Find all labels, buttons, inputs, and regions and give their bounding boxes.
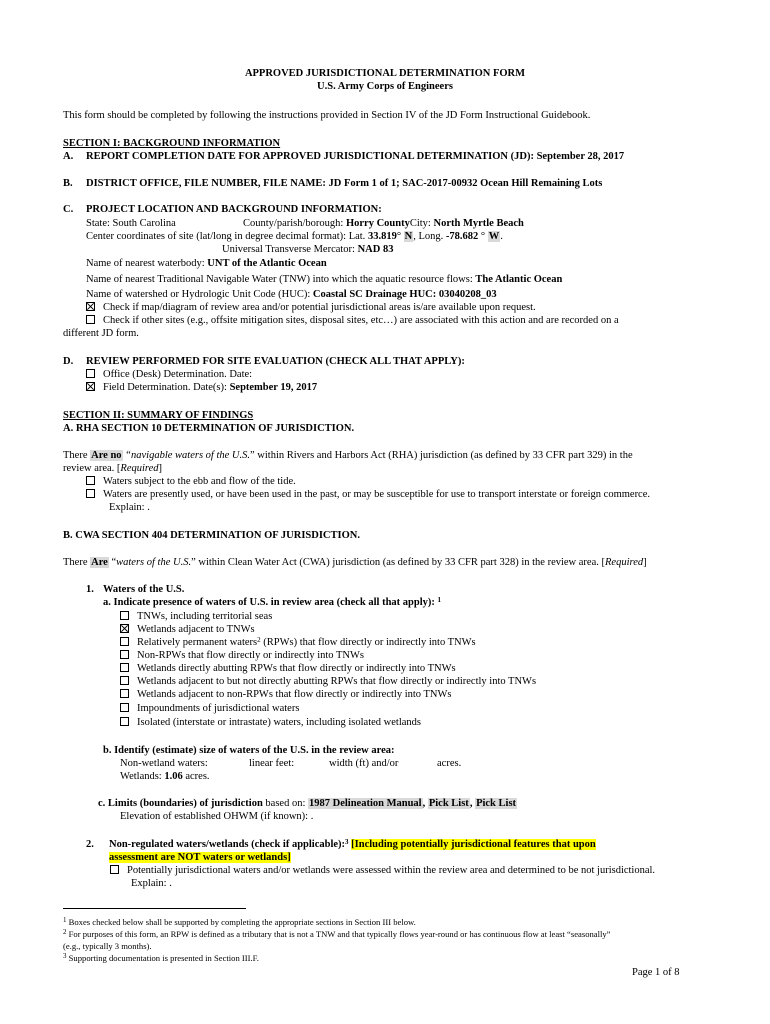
type-checkbox-wetlands-adjacent-tnw[interactable]: [120, 624, 129, 633]
state-label: State: South Carolina: [86, 218, 176, 229]
project-location-heading: PROJECT LOCATION AND BACKGROUND INFORMATION:: [86, 204, 382, 215]
type-checkbox-rpw[interactable]: [120, 637, 129, 646]
county-city-line: [243, 217, 524, 230]
rha-heading: A. RHA SECTION 10 DETERMINATION OF JURISDICTION.: [63, 423, 355, 434]
field-date-value[interactable]: September 19, 2017: [229, 382, 318, 393]
nonreg-row: [110, 864, 655, 877]
form-subtitle: U.S. Army Corps of Engineers: [317, 81, 453, 92]
check-map-row: [86, 301, 536, 314]
other-sites-checkbox[interactable]: [86, 315, 95, 324]
rha-rest: ” within Rivers and Harbors Act (RHA) jurisdiction (as defined by 33 CFR part 329) in the: [250, 450, 633, 461]
type-label: Wetlands directly abutting RPWs that flow directly or indirectly into TNWs: [137, 663, 456, 674]
cwa-quote-open: “: [108, 557, 117, 568]
type-row-6: [120, 688, 451, 701]
section1-heading: SECTION I: BACKGROUND INFORMATION: [63, 138, 281, 149]
wetlands-value[interactable]: 1.06: [164, 771, 183, 782]
footnote-3: [63, 952, 259, 965]
type-row-8: [120, 716, 421, 729]
rha-line2a: review area. [: [63, 463, 121, 474]
section1-c-letter: C.: [63, 204, 74, 215]
type-row-7: [120, 702, 299, 715]
map-checkbox[interactable]: [86, 302, 95, 311]
lat-value[interactable]: 33.819: [367, 231, 397, 242]
cwa-are-select[interactable]: Are: [91, 557, 108, 568]
type-label: Non-RPWs that flow directly or indirectly into TNWs: [137, 650, 364, 661]
huc-label: Name of watershed or Hydrologic Unit Code (HUC):: [86, 289, 311, 300]
wetlands-size-line: [120, 770, 210, 783]
a-sup: 1: [437, 596, 441, 604]
type-label: Wetlands adjacent to but not directly abutting RPWs that flow directly or indirectly into TNWs: [137, 676, 537, 687]
type-row-2: [120, 636, 476, 649]
report-date-line: REPORT COMPLETION DATE FOR APPROVED JURISDICTIONAL DETERMINATION (JD): September 28, 2017: [86, 151, 625, 162]
type-label: Relatively permanent waters: [137, 637, 258, 648]
type-checkbox-wetlands-adjacent-rpw[interactable]: [120, 676, 129, 685]
check-other-label: Check if other sites (e.g., offsite mitigation sites, disposal sites, etc…) are associated with this action and are recorded on a: [103, 315, 619, 326]
rha-tide-row: [86, 475, 296, 488]
nonreg-highlight-2: assessment are NOT waters or wetlands]: [109, 852, 291, 863]
huc-value[interactable]: Coastal SC Drainage HUC: 03040208_03: [312, 289, 497, 300]
review-performed-heading: REVIEW PERFORMED FOR SITE EVALUATION (CHECK ALL THAT APPLY):: [86, 356, 465, 367]
intro-text: This form should be completed by following the instructions provided in Section IV of the JD Form Instructional Guidebook.: [63, 110, 591, 121]
section1-a-letter: A.: [63, 151, 74, 162]
type-label: TNWs, including territorial seas: [137, 611, 273, 622]
county-value[interactable]: Horry County: [345, 218, 410, 229]
office-determination-row: [86, 368, 252, 381]
rha-line2b: ]: [158, 463, 163, 474]
footnote-2-cont: (e.g., typically 3 months).: [63, 941, 152, 951]
type-label: Wetlands adjacent to non-RPWs that flow directly or indirectly into TNWs: [137, 689, 452, 700]
non-jurisdictional-checkbox[interactable]: [110, 865, 119, 874]
long-direction[interactable]: W: [488, 231, 500, 242]
office-determination-checkbox[interactable]: [86, 369, 95, 378]
nonreg-heading-line: [109, 838, 596, 851]
type-checkbox-wetlands-adjacent-non-rpw[interactable]: [120, 689, 129, 698]
cwa-required: Required: [605, 557, 644, 568]
waterbody-line: [86, 257, 327, 270]
tnw-line: [86, 273, 562, 286]
cwa-there: There: [63, 557, 91, 568]
office-label: Office (Desk) Determination. Date:: [103, 369, 253, 380]
nonreg-label: Potentially jurisdictional waters and/or wetlands were assessed within the review area and determined to be not jurisdictional.: [127, 865, 656, 876]
f1-sup: 1: [63, 916, 67, 924]
wetlands-label: Wetlands:: [120, 771, 162, 782]
rha-statement: [63, 449, 633, 462]
c-based: based on:: [262, 798, 308, 809]
city-value[interactable]: North Myrtle Beach: [433, 218, 524, 229]
rpw-rest: (RPWs) that flow directly or indirectly into TNWs: [260, 637, 476, 648]
type-row-3: [120, 649, 364, 662]
type-row-5: [120, 675, 536, 688]
rha-commerce-label: Waters are presently used, or have been used in the past, or may be susceptible for use to transport interstate or foreign commerce.: [103, 489, 651, 500]
rha-required: Required: [120, 463, 159, 474]
rha-navigable-waters: “navigable waters of the U.S.: [122, 450, 250, 461]
section1-b-letter: B.: [63, 178, 73, 189]
width-label: width (ft) and/or: [329, 758, 399, 769]
cwa-statement: [63, 556, 647, 569]
tnw-label: Name of nearest Traditional Navigable Water (TNW) into which the aquatic resource flows:: [86, 274, 473, 285]
form-title: APPROVED JURISDICTIONAL DETERMINATION FORM: [244, 68, 526, 79]
rha-statement-cont: [63, 462, 162, 475]
limits-line: c. Limits (boundaries) of jurisdiction based on: 1987 Delineation Manual, Pick List, Pick List: [98, 798, 517, 809]
check-other-continuation: different JD form.: [63, 328, 139, 339]
cwa-heading: B. CWA SECTION 404 DETERMINATION OF JURISDICTION.: [63, 530, 360, 541]
waters-num: 1.: [86, 584, 94, 595]
long-label: , Long.: [413, 231, 444, 242]
coordinates-line: [86, 230, 503, 243]
field-determination-row: [86, 381, 317, 394]
type-checkbox-non-rpw[interactable]: [120, 650, 129, 659]
city-label: City:: [409, 218, 431, 229]
nonreg-highlight-1: [Including potentially jurisdictional features that upon: [351, 839, 596, 850]
type-row-0: [120, 610, 272, 623]
pick-list-select-2[interactable]: Pick List: [476, 798, 517, 809]
size-heading: b. Identify (estimate) size of waters of the U.S. in the review area:: [103, 745, 395, 756]
check-other-row: [86, 314, 619, 327]
nonreg-highlight-line2: [109, 851, 291, 864]
section1-d-letter: D.: [63, 356, 74, 367]
wetlands-unit: acres.: [182, 771, 210, 782]
commerce-waters-checkbox[interactable]: [86, 489, 95, 498]
long-degree: °: [478, 231, 488, 242]
indicate-presence-heading: [103, 596, 441, 609]
f2-sup: 2: [63, 928, 67, 936]
nonreg-heading: Non-regulated waters/wetlands (check if applicable):: [109, 839, 346, 850]
ohwm-elevation[interactable]: Elevation of established OHWM (if known): .: [120, 811, 314, 822]
waterbody-value[interactable]: UNT of the Atlantic Ocean: [207, 258, 327, 269]
type-label: Impoundments of jurisdictional waters: [137, 703, 300, 714]
lat-direction[interactable]: N: [404, 231, 413, 242]
rpw-sup: 2: [257, 636, 261, 644]
type-checkbox-isolated[interactable]: [120, 717, 129, 726]
tnw-value[interactable]: The Atlantic Ocean: [475, 274, 563, 285]
f3-sup: 3: [63, 952, 67, 960]
waterbody-label: Name of nearest waterbody:: [86, 258, 205, 269]
rha-explain[interactable]: Explain: .: [109, 502, 150, 513]
type-row-1: [120, 623, 255, 636]
c-heading: c. Limits (boundaries) of jurisdiction: [98, 798, 263, 809]
type-checkbox-impoundments[interactable]: [120, 703, 129, 712]
cwa-end: ]: [643, 557, 647, 568]
footnote-divider: [63, 908, 246, 909]
nonreg-sup: 3: [345, 838, 349, 846]
district-office-line: DISTRICT OFFICE, FILE NUMBER, FILE NAME: JD Form 1 of 1; SAC-2017-00932 Ocean Hill Remaining Lots: [86, 178, 603, 189]
nonreg-explain[interactable]: Explain: .: [131, 878, 172, 889]
section2-heading: SECTION II: SUMMARY OF FINDINGS: [63, 410, 254, 421]
f3-text: Supporting documentation is presented in Section III.F.: [66, 953, 259, 963]
check-map-label: Check if map/diagram of review area and/or potential jurisdictional areas is/are available upon request.: [103, 302, 536, 313]
state-line: [86, 217, 176, 230]
cwa-rest: ” within Clean Water Act (CWA) jurisdiction (as defined by 33 CFR part 328) in the review area. [: [191, 557, 605, 568]
waters-heading: Waters of the U.S.: [103, 584, 185, 595]
delineation-manual-select[interactable]: 1987 Delineation Manual: [309, 798, 422, 809]
acres-label: acres.: [437, 758, 462, 769]
field-label: Field Determination. Date(s):: [103, 382, 227, 393]
a-heading: a. Indicate presence of waters of U.S. in review area (check all that apply):: [103, 597, 435, 608]
cwa-waters: waters of the U.S.: [116, 557, 192, 568]
lat-degree: °: [396, 231, 404, 242]
pick-list-select-1[interactable]: Pick List: [428, 798, 469, 809]
utm-label: Universal Transverse Mercator:: [222, 244, 355, 255]
page-number: Page 1 of 8: [632, 967, 680, 978]
type-label: Isolated (interstate or intrastate) waters, including isolated wetlands: [137, 717, 421, 728]
long-value[interactable]: -78.682: [445, 231, 479, 242]
utm-line: [222, 243, 393, 256]
huc-line: [86, 288, 497, 301]
rha-tide-label: Waters subject to the ebb and flow of the tide.: [103, 476, 296, 487]
type-checkbox-tnw[interactable]: [120, 611, 129, 620]
type-label: Wetlands adjacent to TNWs: [137, 624, 255, 635]
county-label: County/parish/borough:: [243, 218, 344, 229]
coords-label: Center coordinates of site (lat/long in degree decimal format): Lat.: [86, 231, 366, 242]
long-end: .: [500, 231, 503, 242]
rha-are-no-select[interactable]: Are no: [91, 450, 122, 461]
type-row-4: [120, 662, 456, 675]
type-checkbox-wetlands-abutting-rpw[interactable]: [120, 663, 129, 672]
nonreg-num: 2.: [86, 839, 94, 850]
rha-commerce-row: [86, 488, 650, 501]
f1-text: Boxes checked below shall be supported by completing the appropriate sections in Section III below.: [66, 917, 416, 927]
f2-text: For purposes of this form, an RPW is defined as a tributary that is not a TNW and that typically flows year-round or has continuous flow at least “seasonally”: [66, 929, 611, 939]
rha-there: There: [63, 450, 91, 461]
linear-feet-label: linear feet:: [249, 758, 295, 769]
nonwetland-label: Non-wetland waters:: [120, 758, 208, 769]
tide-waters-checkbox[interactable]: [86, 476, 95, 485]
utm-value[interactable]: NAD 83: [357, 244, 394, 255]
field-determination-checkbox[interactable]: [86, 382, 95, 391]
